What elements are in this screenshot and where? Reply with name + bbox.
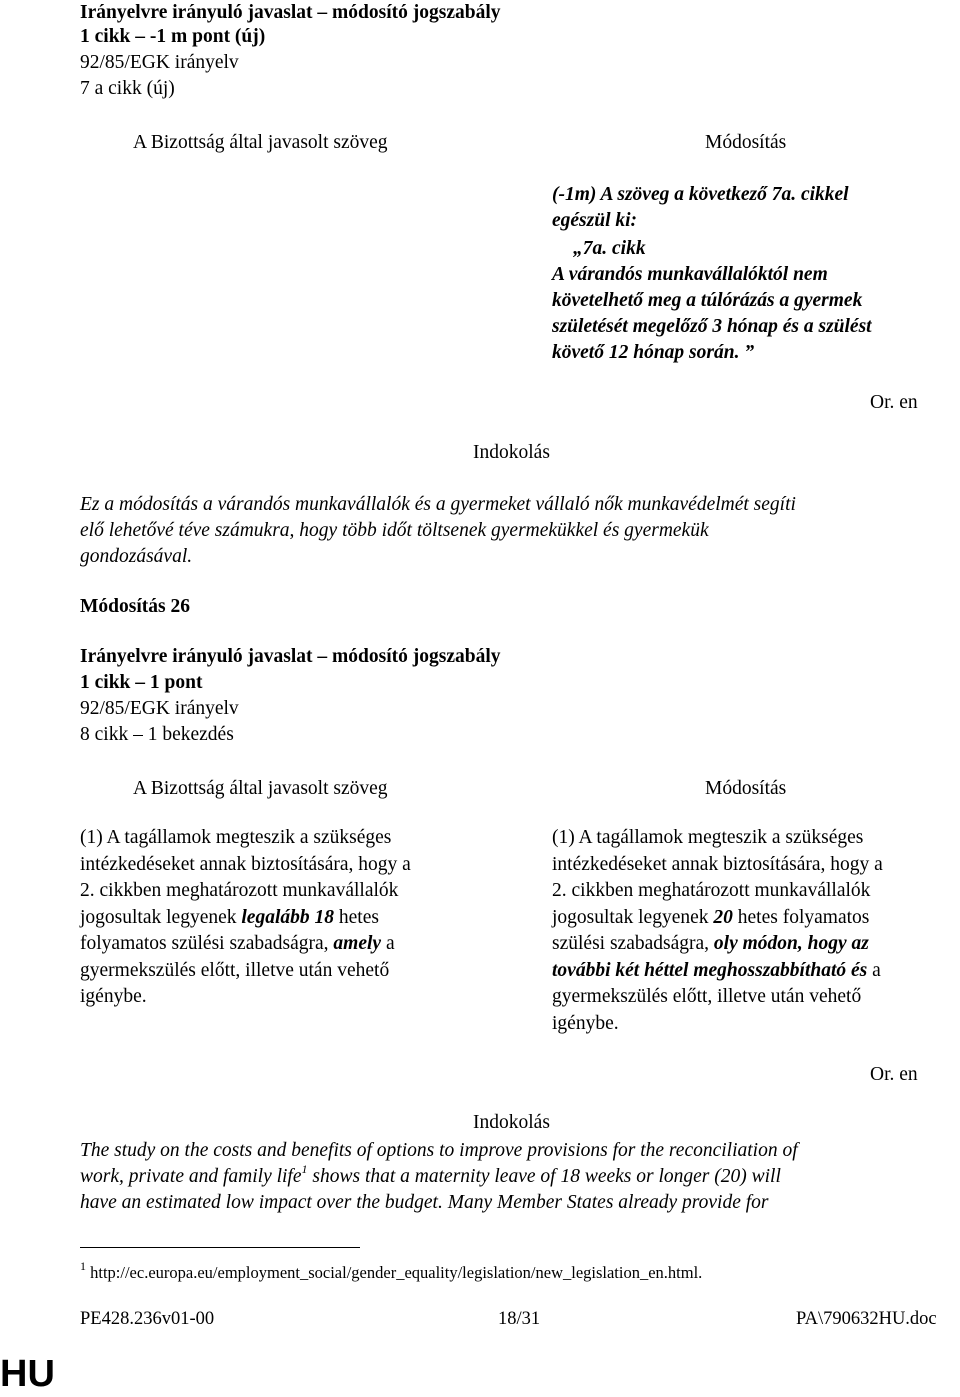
language-code: HU	[0, 1353, 55, 1395]
new-article-title: „7a. cikk	[573, 238, 646, 259]
amendment-intro-line: (-1m) A szöveg a következő 7a. cikkel	[552, 184, 849, 205]
justification-text: Ez a módosítás a várandós munkavállalók és a gyermeket vállaló nők munkavédelmét segíti	[80, 494, 796, 515]
paragraph-reference: 8 cikk – 1 bekezdés	[80, 724, 234, 745]
footnote-link[interactable]: http://ec.europa.eu/employment_social/gender_equality/legislation/new_legislation_en.html.	[86, 1263, 703, 1282]
justification-text: gondozásával.	[80, 546, 193, 567]
footnote: $^1$ http://ec.europa.eu/employment_social/gender_equality/legislation/new_legislation_en.html.	[80, 1258, 703, 1282]
new-article-text: A várandós munkavállalóktól nem	[552, 264, 828, 285]
justification-title: Indokolás	[473, 442, 550, 463]
justification-text: have an estimated low impact over the budget. Many Member States already provide for	[80, 1192, 769, 1213]
article-reference: 1 cikk – -1 m pont (új)	[80, 26, 266, 47]
right-column-header: Módosítás	[705, 778, 787, 799]
original-language: Or. en	[870, 1064, 918, 1085]
article-reference: 1 cikk – 1 pont	[80, 672, 203, 693]
proposal-title: Irányelvre irányuló javaslat – módosító jogszabály	[80, 2, 501, 23]
justification-text: The study on the costs and benefits of options to improve provisions for the reconciliation of	[80, 1140, 798, 1161]
document-reference: PE428.236v01-00	[80, 1309, 215, 1329]
left-column-header: A Bizottság által javasolt szöveg	[133, 778, 388, 799]
commission-text: (1) A tagállamok megteszik a szükséges intézkedéseket annak biztosítására, hogy a 2. cikkben meghatározott munkavállalók jogosultak legyenek legalább 18 hetes folyamatos szülési szabadságra, amely a gyermekszülés előtt, illetve után vehető igénybe.	[80, 827, 411, 1007]
justification-title: Indokolás	[473, 1112, 550, 1133]
left-column-header: A Bizottság által javasolt szöveg	[133, 132, 388, 153]
new-article-text: követelhető meg a túlórázás a gyermek	[552, 290, 863, 311]
amendment-intro-line: egészül ki:	[552, 210, 638, 231]
proposal-title: Irányelvre irányuló javaslat – módosító jogszabály	[80, 646, 501, 667]
file-reference: PA\790632HU.doc	[796, 1309, 937, 1329]
justification-text: elő lehetővé téve számukra, hogy több időt töltsenek gyermekükkel és gyermekük	[80, 520, 709, 541]
amended-text: (1) A tagállamok megteszik a szükséges intézkedéseket annak biztosítására, hogy a 2. cikkben meghatározott munkavállalók jogosultak legyenek 20 hetes folyamatos szülési szabadságra, oly módon, hogy az további két héttel meghosszabbítható és a gyermekszülés előtt, illetve után vehető igénybe.	[552, 827, 883, 1034]
original-language: Or. en	[870, 392, 918, 413]
directive-reference: 92/85/EGK irányelv	[80, 698, 239, 719]
new-article-text: követő 12 hónap során. ”	[552, 342, 755, 363]
justification-text: work, private and family life$^1$ shows that a maternity leave of 18 weeks or longer (20) will	[80, 1161, 781, 1187]
footnote-separator	[80, 1247, 360, 1248]
new-article-text: születését megelőző 3 hónap és a szülést	[552, 316, 872, 337]
directive-reference: 92/85/EGK irányelv	[80, 52, 239, 73]
amendment-number: Módosítás 26	[80, 596, 190, 617]
footnote-reference[interactable]: 1	[301, 1161, 308, 1176]
article-reference-new: 7 a cikk (új)	[80, 78, 175, 99]
right-column-header: Módosítás	[705, 132, 787, 153]
page-number: 18/31	[498, 1309, 541, 1329]
